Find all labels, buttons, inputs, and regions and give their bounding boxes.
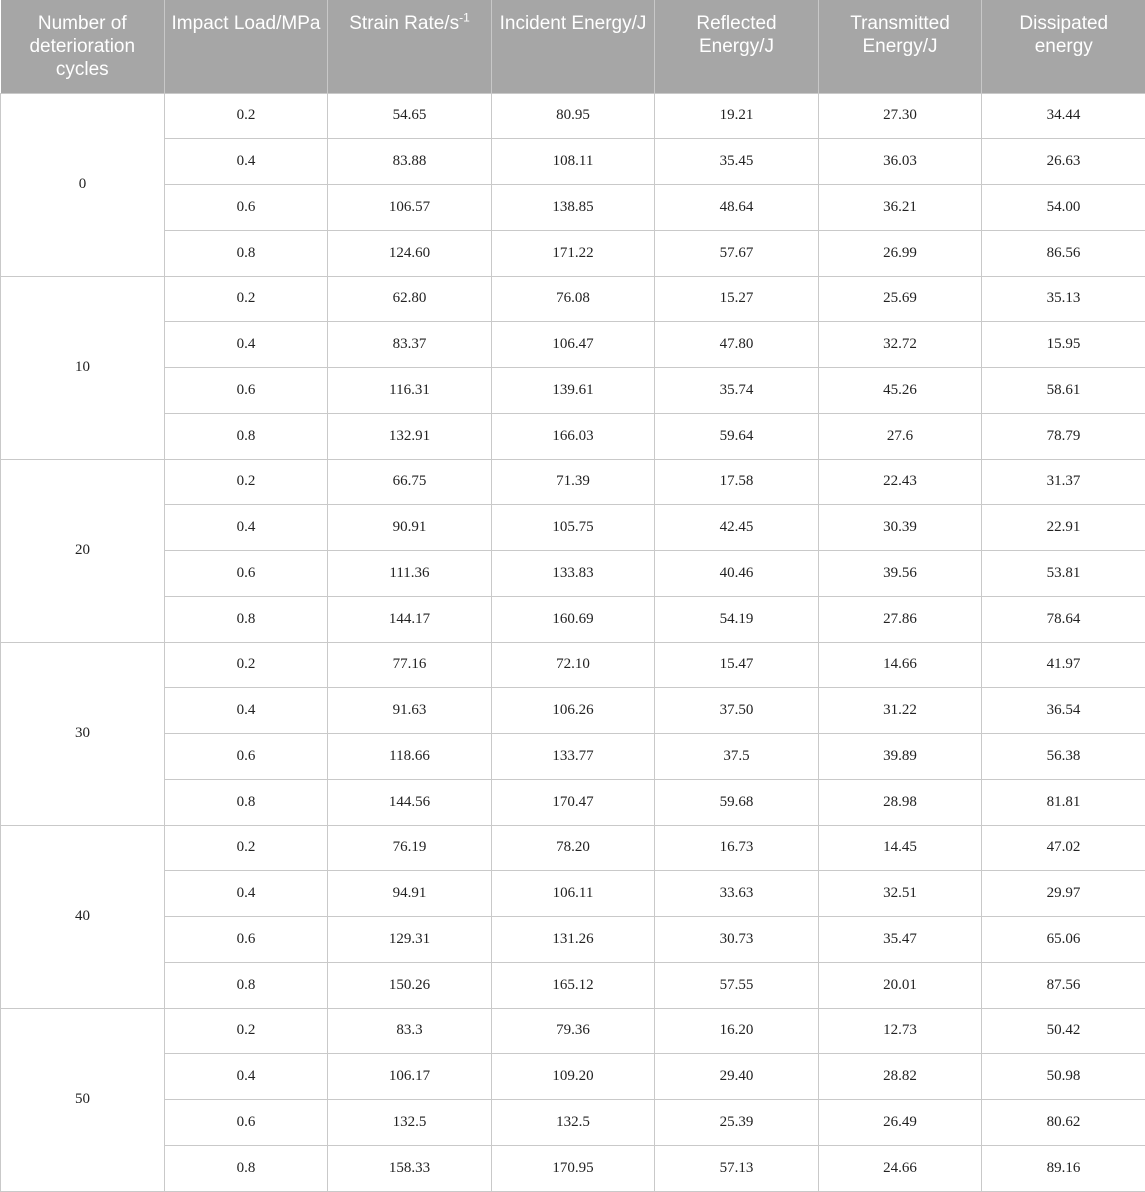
impact-load-cell: 0.6 [165,917,328,963]
strain-rate-cell: 144.17 [328,596,492,642]
strain-rate-cell: 158.33 [328,1145,492,1191]
strain-rate-cell: 106.57 [328,185,492,231]
cycles-cell: 30 [1,642,165,825]
dissipated-energy-cell: 26.63 [982,139,1145,185]
reflected-energy-cell: 59.68 [655,779,819,825]
table-row [1,93,1145,139]
strain-rate-cell: 129.31 [328,917,492,963]
dissipated-energy-cell: 56.38 [982,734,1145,780]
transmitted-energy-cell: 27.6 [819,413,982,459]
reflected-energy-cell: 57.67 [655,230,819,276]
transmitted-energy-cell: 32.72 [819,322,982,368]
impact-load-cell: 0.2 [165,93,328,139]
table-row [1,1145,1145,1191]
dissipated-energy-cell: 50.98 [982,1054,1145,1100]
cycles-cell: 10 [1,276,165,459]
reflected-energy-cell: 30.73 [655,917,819,963]
strain-rate-cell: 83.37 [328,322,492,368]
table-row [1,276,1145,322]
table-row [1,551,1145,597]
dissipated-energy-cell: 86.56 [982,230,1145,276]
table-row [1,413,1145,459]
table-row [1,185,1145,231]
transmitted-energy-cell: 35.47 [819,917,982,963]
table-row [1,322,1145,368]
incident-energy-cell: 80.95 [492,93,655,139]
incident-energy-cell: 170.95 [492,1145,655,1191]
reflected-energy-cell: 40.46 [655,551,819,597]
transmitted-energy-cell: 30.39 [819,505,982,551]
transmitted-energy-cell: 27.30 [819,93,982,139]
transmitted-energy-cell: 39.89 [819,734,982,780]
table-row [1,1054,1145,1100]
reflected-energy-cell: 16.20 [655,1008,819,1054]
table-row [1,642,1145,688]
transmitted-energy-cell: 32.51 [819,871,982,917]
dissipated-energy-cell: 31.37 [982,459,1145,505]
incident-energy-cell: 166.03 [492,413,655,459]
reflected-energy-cell: 19.21 [655,93,819,139]
impact-load-cell: 0.6 [165,185,328,231]
transmitted-energy-cell: 20.01 [819,962,982,1008]
transmitted-energy-cell: 36.03 [819,139,982,185]
impact-load-cell: 0.4 [165,505,328,551]
impact-load-cell: 0.6 [165,551,328,597]
impact-load-cell: 0.8 [165,230,328,276]
reflected-energy-cell: 57.55 [655,962,819,1008]
impact-load-cell: 0.4 [165,322,328,368]
incident-energy-cell: 71.39 [492,459,655,505]
table-row [1,962,1145,1008]
transmitted-energy-cell: 31.22 [819,688,982,734]
incident-energy-cell: 78.20 [492,825,655,871]
reflected-energy-cell: 29.40 [655,1054,819,1100]
strain-rate-cell: 83.88 [328,139,492,185]
table-row [1,596,1145,642]
reflected-energy-cell: 16.73 [655,825,819,871]
incident-energy-cell: 138.85 [492,185,655,231]
dissipated-energy-cell: 65.06 [982,917,1145,963]
header-impact-load: Impact Load/MPa [165,0,328,93]
transmitted-energy-cell: 27.86 [819,596,982,642]
transmitted-energy-cell: 24.66 [819,1145,982,1191]
dissipated-energy-cell: 78.64 [982,596,1145,642]
incident-energy-cell: 72.10 [492,642,655,688]
dissipated-energy-cell: 41.97 [982,642,1145,688]
transmitted-energy-cell: 45.26 [819,368,982,414]
strain-rate-cell: 132.91 [328,413,492,459]
impact-load-cell: 0.8 [165,962,328,1008]
transmitted-energy-cell: 26.49 [819,1100,982,1146]
incident-energy-cell: 171.22 [492,230,655,276]
incident-energy-cell: 160.69 [492,596,655,642]
reflected-energy-cell: 47.80 [655,322,819,368]
reflected-energy-cell: 17.58 [655,459,819,505]
dissipated-energy-cell: 22.91 [982,505,1145,551]
transmitted-energy-cell: 36.21 [819,185,982,231]
strain-rate-cell: 111.36 [328,551,492,597]
dissipated-energy-cell: 87.56 [982,962,1145,1008]
header-strain-rate-superscript: -1 [459,11,470,25]
impact-load-cell: 0.2 [165,276,328,322]
strain-rate-cell: 106.17 [328,1054,492,1100]
incident-energy-cell: 133.83 [492,551,655,597]
dissipated-energy-cell: 29.97 [982,871,1145,917]
transmitted-energy-cell: 14.45 [819,825,982,871]
transmitted-energy-cell: 39.56 [819,551,982,597]
table-row [1,139,1145,185]
header-deterioration-cycles: Number of deterioration cycles [1,0,165,93]
reflected-energy-cell: 42.45 [655,505,819,551]
table-row [1,1100,1145,1146]
header-reflected-energy: Reflected Energy/J [655,0,819,93]
strain-rate-cell: 144.56 [328,779,492,825]
incident-energy-cell: 106.11 [492,871,655,917]
incident-energy-cell: 106.26 [492,688,655,734]
dissipated-energy-cell: 35.13 [982,276,1145,322]
header-row [1,0,1145,93]
strain-rate-cell: 94.91 [328,871,492,917]
reflected-energy-cell: 15.27 [655,276,819,322]
impact-load-cell: 0.8 [165,413,328,459]
strain-rate-cell: 124.60 [328,230,492,276]
impact-load-cell: 0.6 [165,368,328,414]
table-body [1,93,1145,1191]
reflected-energy-cell: 25.39 [655,1100,819,1146]
strain-rate-cell: 118.66 [328,734,492,780]
strain-rate-cell: 66.75 [328,459,492,505]
impact-load-cell: 0.6 [165,1100,328,1146]
dissipated-energy-cell: 50.42 [982,1008,1145,1054]
dissipated-energy-cell: 36.54 [982,688,1145,734]
table-row [1,230,1145,276]
transmitted-energy-cell: 25.69 [819,276,982,322]
impact-load-cell: 0.2 [165,459,328,505]
transmitted-energy-cell: 22.43 [819,459,982,505]
incident-energy-cell: 132.5 [492,1100,655,1146]
reflected-energy-cell: 35.45 [655,139,819,185]
cycles-cell: 40 [1,825,165,1008]
cycles-cell: 0 [1,93,165,276]
impact-load-cell: 0.8 [165,596,328,642]
dissipated-energy-cell: 47.02 [982,825,1145,871]
impact-load-cell: 0.4 [165,1054,328,1100]
table-row [1,688,1145,734]
incident-energy-cell: 133.77 [492,734,655,780]
incident-energy-cell: 165.12 [492,962,655,1008]
reflected-energy-cell: 33.63 [655,871,819,917]
impact-load-cell: 0.2 [165,642,328,688]
impact-load-cell: 0.8 [165,779,328,825]
impact-load-cell: 0.4 [165,871,328,917]
incident-energy-cell: 109.20 [492,1054,655,1100]
cycles-cell: 20 [1,459,165,642]
reflected-energy-cell: 48.64 [655,185,819,231]
incident-energy-cell: 139.61 [492,368,655,414]
transmitted-energy-cell: 28.82 [819,1054,982,1100]
impact-load-cell: 0.2 [165,1008,328,1054]
reflected-energy-cell: 37.50 [655,688,819,734]
header-dissipated-energy: Dissipated energy [982,0,1145,93]
transmitted-energy-cell: 12.73 [819,1008,982,1054]
table-header [1,0,1145,93]
strain-rate-cell: 91.63 [328,688,492,734]
strain-rate-cell: 54.65 [328,93,492,139]
dissipated-energy-cell: 78.79 [982,413,1145,459]
dissipated-energy-cell: 89.16 [982,1145,1145,1191]
strain-rate-cell: 77.16 [328,642,492,688]
table-row [1,459,1145,505]
cycles-cell: 50 [1,1008,165,1191]
impact-load-cell: 0.4 [165,688,328,734]
reflected-energy-cell: 54.19 [655,596,819,642]
reflected-energy-cell: 59.64 [655,413,819,459]
dissipated-energy-cell: 81.81 [982,779,1145,825]
table-row [1,871,1145,917]
strain-rate-cell: 132.5 [328,1100,492,1146]
impact-load-cell: 0.6 [165,734,328,780]
dissipated-energy-cell: 54.00 [982,185,1145,231]
strain-rate-cell: 83.3 [328,1008,492,1054]
impact-load-cell: 0.8 [165,1145,328,1191]
reflected-energy-cell: 57.13 [655,1145,819,1191]
table-row [1,505,1145,551]
dissipated-energy-cell: 53.81 [982,551,1145,597]
dissipated-energy-cell: 15.95 [982,322,1145,368]
transmitted-energy-cell: 14.66 [819,642,982,688]
incident-energy-cell: 76.08 [492,276,655,322]
transmitted-energy-cell: 26.99 [819,230,982,276]
transmitted-energy-cell: 28.98 [819,779,982,825]
header-transmitted-energy: Transmitted Energy/J [819,0,982,93]
incident-energy-cell: 79.36 [492,1008,655,1054]
dissipated-energy-cell: 58.61 [982,368,1145,414]
header-strain-rate-text: Strain Rate/s [349,13,459,34]
table-row [1,368,1145,414]
table-row [1,779,1145,825]
impact-load-cell: 0.2 [165,825,328,871]
dissipated-energy-cell: 80.62 [982,1100,1145,1146]
table-row [1,734,1145,780]
table-row [1,917,1145,963]
incident-energy-cell: 108.11 [492,139,655,185]
incident-energy-cell: 170.47 [492,779,655,825]
incident-energy-cell: 105.75 [492,505,655,551]
strain-rate-cell: 76.19 [328,825,492,871]
reflected-energy-cell: 15.47 [655,642,819,688]
table-row [1,825,1145,871]
table-row [1,1008,1145,1054]
strain-rate-cell: 62.80 [328,276,492,322]
strain-rate-cell: 150.26 [328,962,492,1008]
dissipated-energy-cell: 34.44 [982,93,1145,139]
incident-energy-cell: 131.26 [492,917,655,963]
reflected-energy-cell: 37.5 [655,734,819,780]
strain-rate-cell: 116.31 [328,368,492,414]
header-strain-rate [328,0,492,93]
header-incident-energy: Incident Energy/J [492,0,655,93]
strain-rate-cell: 90.91 [328,505,492,551]
reflected-energy-cell: 35.74 [655,368,819,414]
incident-energy-cell: 106.47 [492,322,655,368]
impact-load-cell: 0.4 [165,139,328,185]
